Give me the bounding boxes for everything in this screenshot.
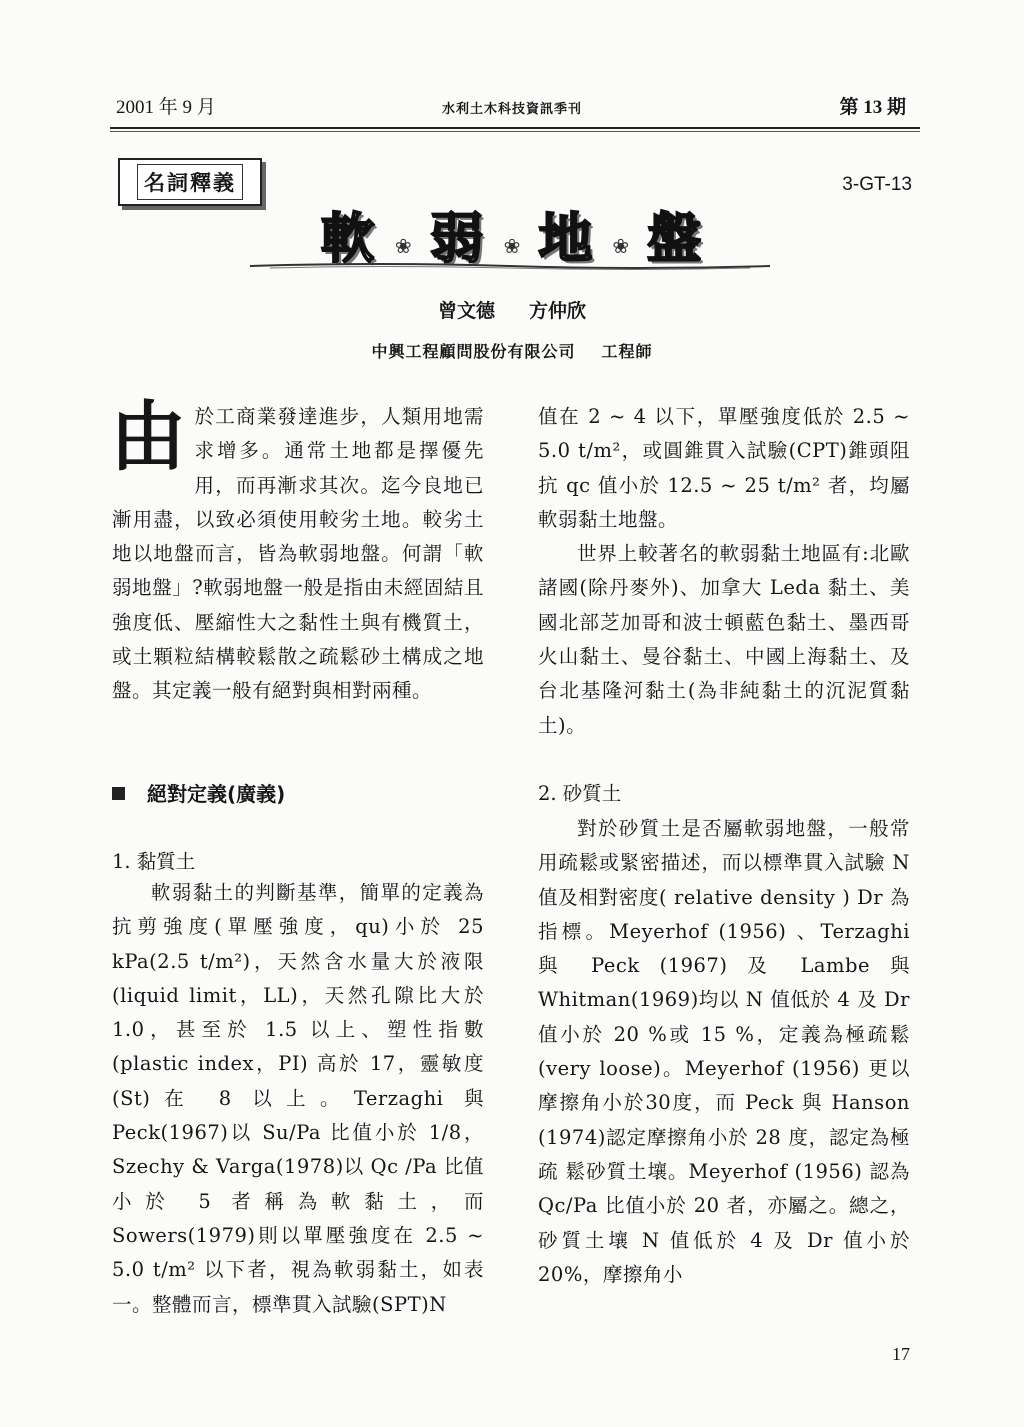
section-tag-label: 名詞釋義 [137, 164, 243, 200]
authors [0, 296, 1024, 323]
header-issue: 第 13 期 [839, 97, 906, 118]
title-char: 弱 [429, 207, 486, 270]
affiliation-company: 中興工程顧問股份有限公司 [371, 342, 576, 361]
clay-text: 軟弱黏土的判斷基準，簡單的定義為抗剪強度(單壓強度，qu)小於 25 kPa(2.5 t/m²)，天然含水量大於液限(liquid limit，LL)，天然孔隙比大於1.0，甚至於 1.5 以上、塑性指數(plastic index，PI) 高於 17，靈敏度(St)在 8 以上。Terzaghi 與 Peck(1967)以 Su/Pa 比值小於 1/8，Szechy & Varga(1978)以 Qc /Pa 比值小於 5 者稱為軟黏土，而 Sowers(1979)則以單壓強度在 2.5 ~ 5.0 t/m² 以下者，視為軟弱黏土，如表一。整體而言，標準貫入試驗(SPT)N [112, 881, 484, 1316]
intro-paragraph [110, 392, 484, 709]
flower-ornament-icon: ❀ [503, 233, 521, 258]
affiliation [0, 339, 1024, 362]
affiliation-role: 工程師 [601, 342, 653, 361]
header-date: 2001 年 9 月 [116, 97, 216, 118]
page-number: 17 [892, 1344, 910, 1364]
sand-text: 對於砂質土是否屬軟弱地盤，一般常用疏鬆或緊密描述，而以標準貫入試驗 N 值及相對密度( relative density ) Dr 為指標。Meyerhof (1956) 、Terzaghi 與 Peck (1967) 及 Lambe 與 Whitman(1969)均以 N 值低於 4 及 Dr 值小於 20 %或 15 %，定義為極疏鬆 (very loose)。Meyerhof (1956) 更以摩擦角小於30度，而 Peck 與 Hanson (1974)認定摩擦角小於 28 度，認定為極 疏 鬆砂質土壤。Meyerhof (1956) 認為 Qc/Pa 比值小於 20 者，亦屬之。總之，砂質土壤 N 值低於 4 及 Dr 值小於 20%，摩擦角小 [538, 817, 910, 1286]
section-heading [112, 778, 285, 807]
clay-paragraph [112, 876, 484, 1322]
flower-ornament-icon: ❀ [612, 233, 630, 258]
flower-ornament-icon: ❀ [394, 233, 412, 258]
section-heading-text: 絕對定義(廣義) [147, 782, 286, 806]
article-code: 3-GT-13 [842, 174, 912, 195]
title-char: 軟 [320, 207, 377, 270]
author-name: 曾文德 [437, 300, 495, 322]
author-name: 方仲欣 [529, 300, 587, 322]
square-bullet-icon [112, 787, 125, 800]
right-column-top [538, 400, 910, 743]
intro-text: 於工商業發達進步，人類用地需求增多。通常土地都是擇優先用，而再漸求其次。迄今良地已漸用盡，以致必須使用較劣土地。較劣土地以地盤而言，皆為軟弱地盤。何謂「軟弱地盤」?軟弱地盤一般是指由未經固結且強度低、壓縮性大之黏性土與有機質土，或土顆粒結構較鬆散之疏鬆砂土構成之地盤。其定義一般有絕對與相對兩種。 [112, 405, 484, 703]
clay-continuation-paragraph: 值在 2 ~ 4 以下，單壓強度低於 2.5 ~ 5.0 t/m²，或圓錐貫入試驗(CPT)錐頭阻抗 qc 值小於 12.5 ~ 25 t/m² 者，均屬軟弱黏土地盤。 [538, 405, 910, 531]
title-char: 盤 [647, 207, 704, 270]
header-rule [110, 127, 920, 129]
title-underline-ornament [250, 262, 770, 270]
sand-paragraph [538, 812, 910, 1292]
drop-cap: 由 [110, 392, 187, 481]
soft-clay-regions-paragraph: 世界上較著名的軟弱黏土地區有:北歐諸國(除丹麥外)、加拿大 Leda 黏土、美國北部芝加哥和波士頓藍色黏土、墨西哥火山黏土、曼谷黏土、中國上海黏土、及台北基隆河黏土(為非純黏土的沉泥質黏土)。 [538, 542, 910, 737]
subsection-heading-sand: 2. 砂質土 [538, 782, 622, 805]
title-char: 地 [538, 207, 595, 270]
subsection-heading-clay: 1. 黏質土 [112, 850, 196, 873]
header-rule-thin [110, 131, 920, 132]
header-journal-name: 水利土木科技資訊季刊 [441, 102, 582, 117]
